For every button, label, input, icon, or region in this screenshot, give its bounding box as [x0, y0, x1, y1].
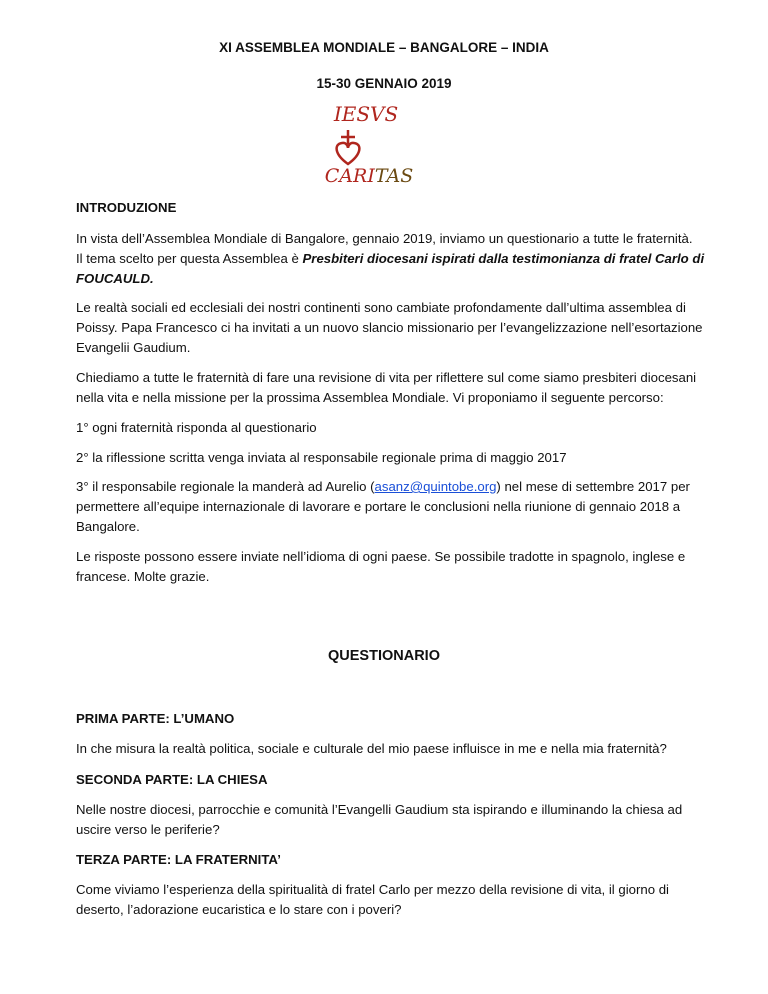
logo-heart-icon: [337, 143, 360, 164]
logo-word-caritas: CARITAS: [324, 165, 414, 186]
step-3-line-2: permettere all’equipe internazionale di lavorare e portare le conclusioni nella riunione di gennaio 2018 a: [76, 499, 681, 514]
document-title: XI ASSEMBLEA MONDIALE – BANGALORE – INDIA: [219, 40, 549, 55]
intro-paragraph-1-line-2: [76, 249, 705, 269]
questionnaire-title: QUESTIONARIO: [328, 648, 440, 664]
part-3-question-line-2: deserto, l’adorazione eucaristica e lo stare con i poveri?: [76, 902, 402, 917]
step-3-tail: ) nel mese di settembre 2017 per: [496, 479, 690, 494]
closing-line-2: francese. Molte grazie.: [76, 569, 210, 584]
part-1-question: In che misura la realtà politica, sociale e culturale del mio paese influisce in me e nella mia fraternità?: [76, 741, 667, 756]
closing-line-1: Le risposte possono essere inviate nell’idioma di ogni paese. Se possibile tradotte in spagnolo, inglese e: [76, 549, 686, 564]
part-1-heading: PRIMA PARTE: L’UMANO: [76, 711, 235, 726]
assembly-theme: Presbiteri diocesani ispirati dalla testimonianza di fratel Carlo di: [302, 251, 705, 266]
intro-paragraph-2-line-2: Poissy. Papa Francesco ci ha invitati a un nuovo slancio missionario per l’evangelizzazione nell’esortazione: [76, 320, 703, 335]
step-3-lead: 3° il responsabile regionale la manderà ad Aurelio (: [76, 479, 375, 494]
intro-paragraph-2-line-3: Evangelii Gaudium.: [76, 340, 191, 355]
theme-lead-in: Il tema scelto per questa Assemblea è: [76, 251, 303, 266]
iesus-caritas-logo: [312, 96, 420, 186]
intro-paragraph-1-line-3: [76, 269, 696, 289]
step-3-line-3: Bangalore.: [76, 519, 140, 534]
part-2-question-line-1: Nelle nostre diocesi, parrocchie e comunità l’Evangelli Gaudium sta ispirando e illuminando la chiesa ad: [76, 802, 683, 817]
intro-paragraph-3-line-2: nella vita e nella missione per la prossima Assemblea Mondiale. Vi proponiamo il seguente percorso:: [76, 390, 664, 405]
part-2-question-line-2: uscire verso le periferie?: [76, 822, 220, 837]
step-2: 2° la riflessione scritta venga inviata al responsabile regionale prima di maggio 2017: [76, 450, 567, 465]
assembly-theme-end: FOUCAULD.: [76, 271, 154, 286]
step-3-line-1: [76, 477, 696, 497]
intro-paragraph-2-line-1: Le realtà sociali ed ecclesiali dei nostri continenti sono cambiate profondamente dall’ultima assemblea di: [76, 300, 686, 315]
logo-word-iesus: IESVS: [333, 102, 399, 126]
email-link[interactable]: asanz@quintobe.org: [374, 479, 497, 494]
intro-paragraph-1-line-1: In vista dell’Assemblea Mondiale di Bangalore, gennaio 2019, inviamo un questionario a tutte le fraternità.: [76, 231, 693, 246]
part-3-heading: TERZA PARTE: LA FRATERNITA’: [76, 852, 281, 867]
document-dates: 15-30 GENNAIO 2019: [316, 76, 452, 91]
part-3-question-line-1: Come viviamo l’esperienza della spiritualità di fratel Carlo per mezzo della revisione di vita, il giorno di: [76, 882, 669, 897]
step-1: 1° ogni fraternità risponda al questionario: [76, 420, 317, 435]
intro-paragraph-3-line-1: Chiediamo a tutte le fraternità di fare una revisione di vita per riflettere sul come siamo presbiteri diocesani: [76, 370, 697, 385]
part-2-heading: SECONDA PARTE: LA CHIESA: [76, 772, 268, 787]
intro-heading: INTRODUZIONE: [76, 200, 177, 215]
